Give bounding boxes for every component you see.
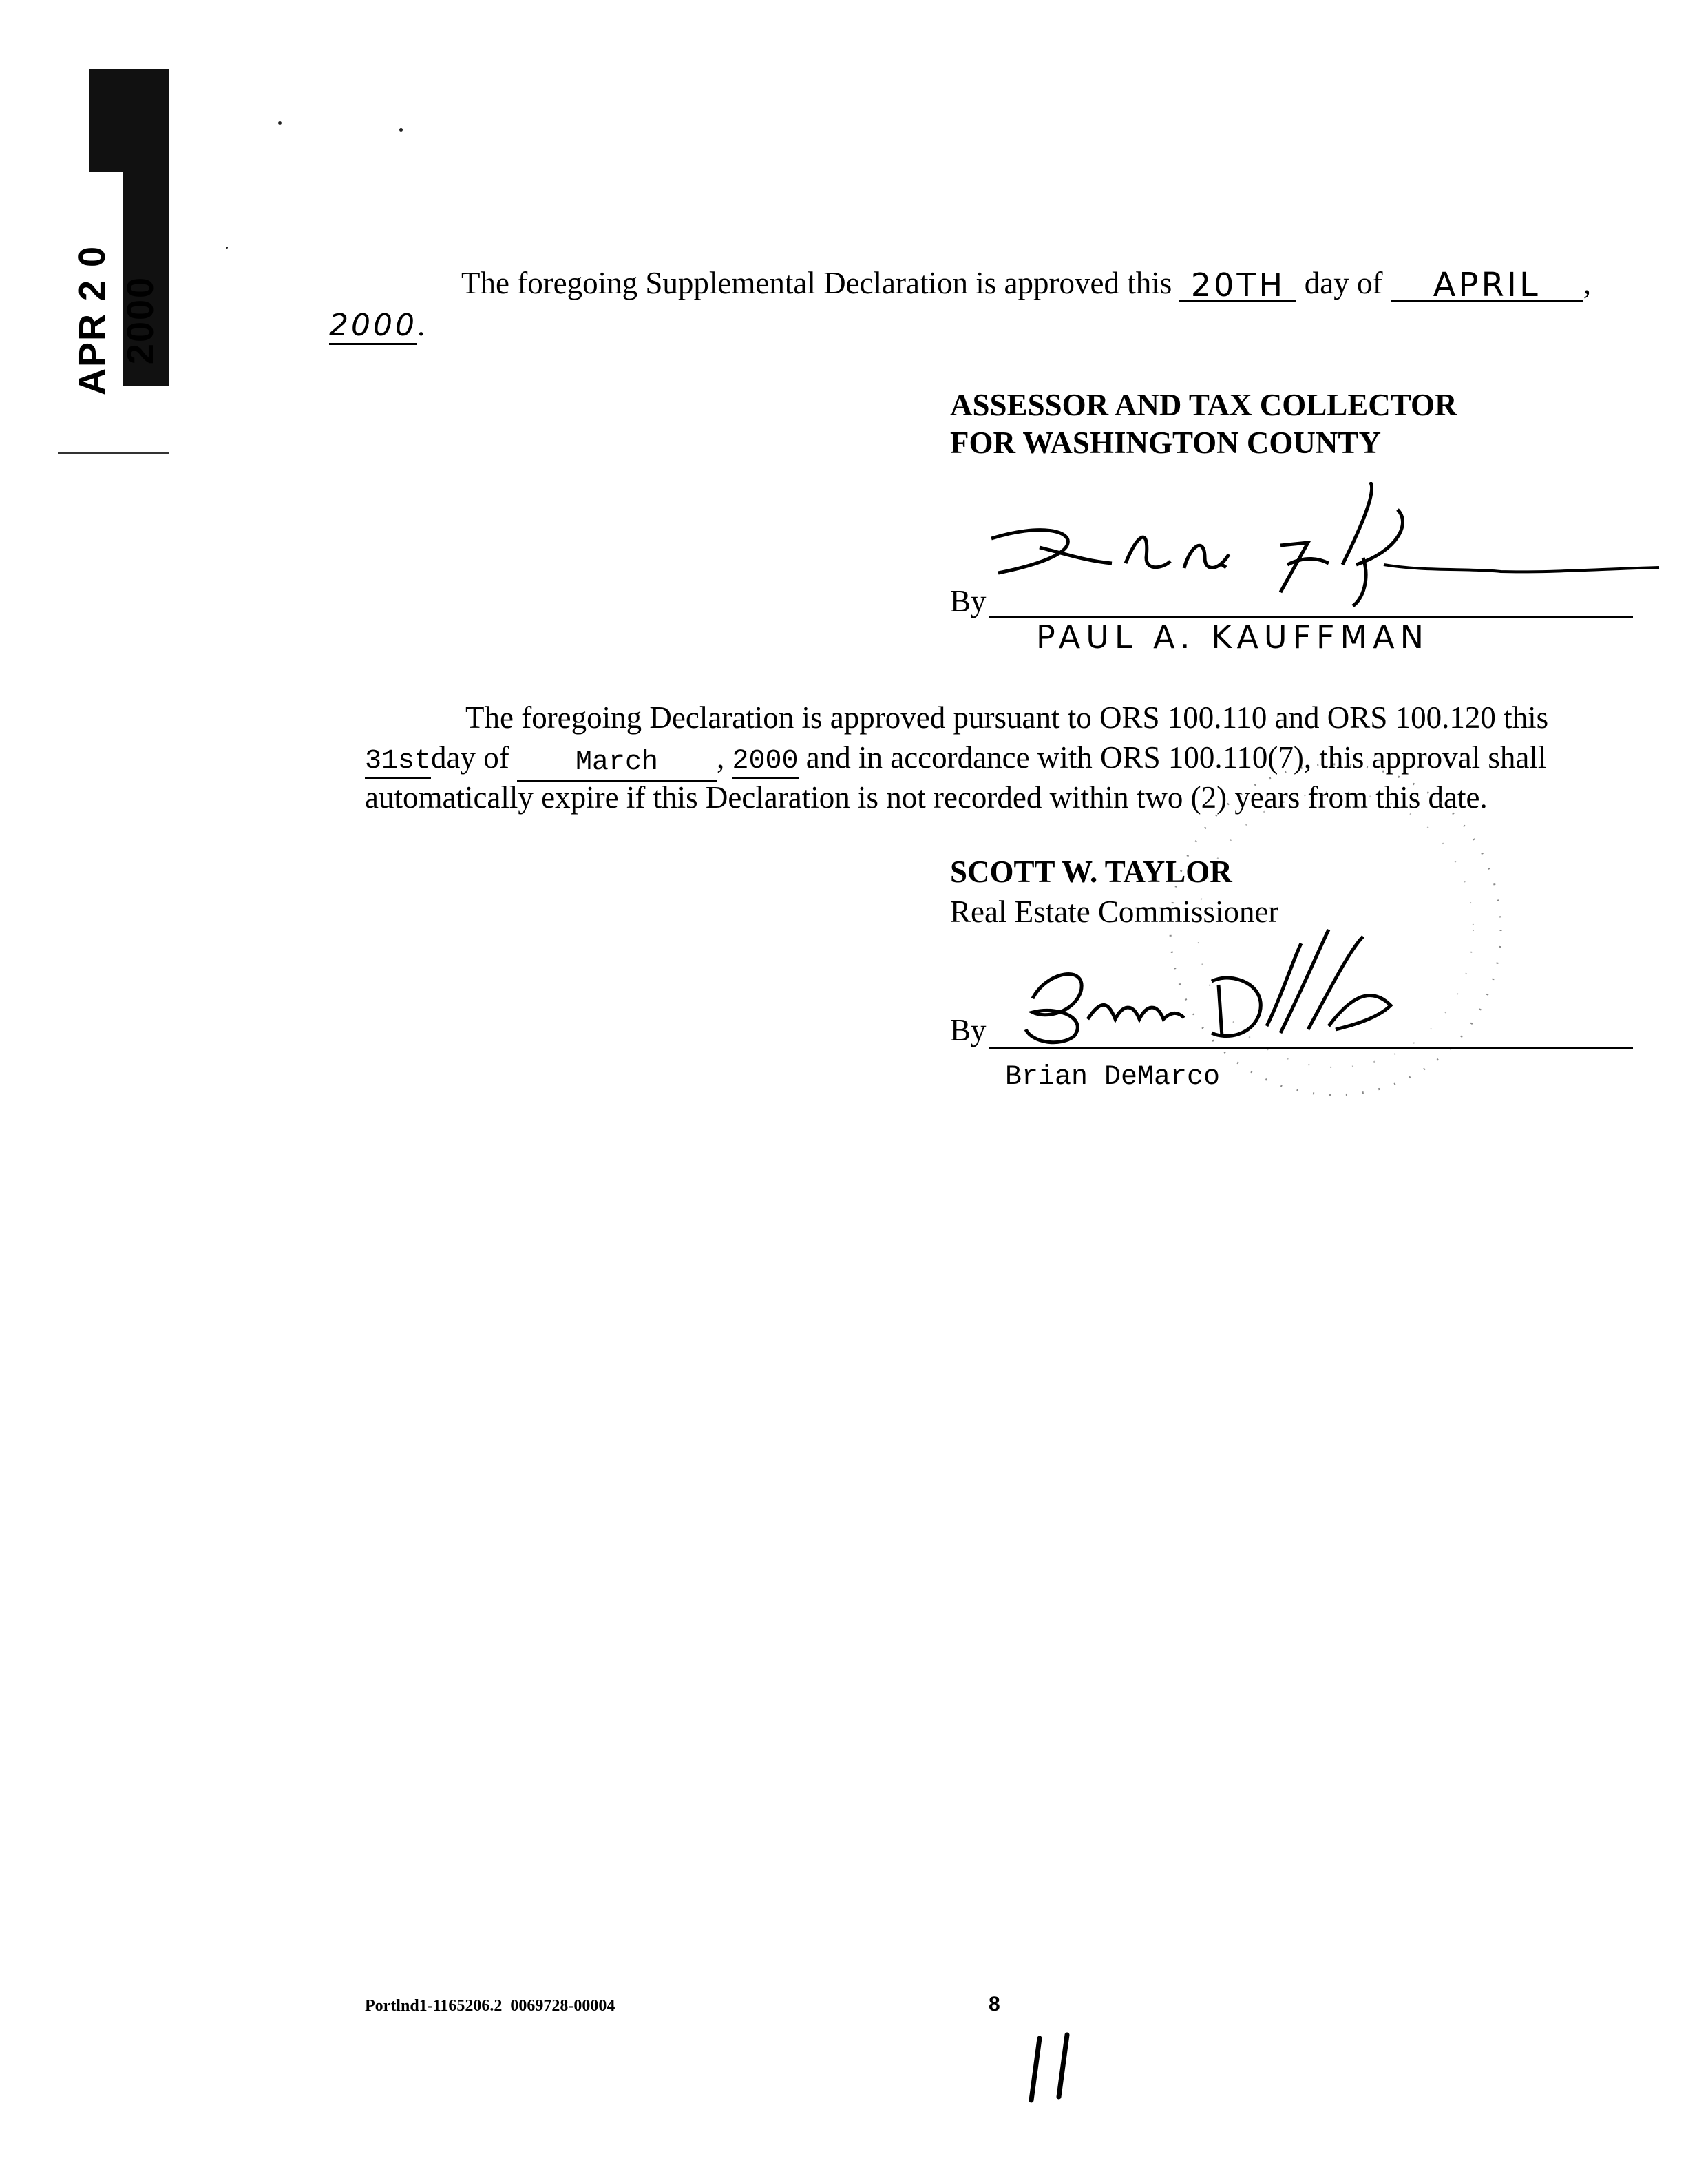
approval1-text: The foregoing Supplemental Declaration is approved this: [461, 266, 1172, 300]
approval2-month-value: March: [575, 747, 658, 778]
approval1-year-value: 2000: [329, 308, 417, 345]
approval1-comma: ,: [1583, 266, 1591, 300]
approval2-line2-rest: and in accordance with ORS 100.110(7), this approval shall: [805, 740, 1547, 775]
approval1-year: [329, 306, 425, 344]
received-stamp: [58, 69, 168, 396]
commissioner-signature: [1005, 916, 1459, 1067]
approval2-line1: The foregoing Declaration is approved pursuant to ORS 100.110 and ORS 100.120 this: [465, 700, 1549, 735]
approval1-day-field: [1179, 266, 1296, 302]
footer-doc-id: Portlnd1-1165206.2 0069728-00004: [365, 1997, 615, 2015]
footer-page-number: 8: [989, 1993, 1000, 2016]
stamp-date-text: APR 2 0 2000: [72, 244, 161, 396]
approval1-month-field: [1391, 266, 1583, 302]
approval2-year-value: 2000: [732, 746, 798, 779]
approval2-comma: ,: [716, 740, 725, 775]
scan-speck: [399, 128, 403, 132]
approval1-period: .: [417, 308, 425, 342]
approval2-day-of-text: day of: [431, 740, 509, 775]
commissioner-name: SCOTT W. TAYLOR: [950, 855, 1232, 889]
stamp-underline: [58, 452, 169, 454]
approval1-line1: [461, 264, 1591, 302]
assessor-printed-name: PAUL A. KAUFFMAN: [1036, 618, 1430, 656]
commissioner-by-label: By: [950, 1013, 987, 1047]
approval2-day-value: 31st: [365, 746, 431, 779]
assessor-by-label: By: [950, 584, 987, 618]
commissioner-typed-name: Brian DeMarco: [1005, 1062, 1221, 1093]
approval1-day-of-text: day of: [1304, 266, 1383, 300]
approval1-day-value: 20TH: [1190, 266, 1286, 304]
approval2-month-field: [517, 746, 717, 782]
footer-handwritten-mark: [1019, 2025, 1101, 2114]
approval1-month-value: APRIL: [1433, 266, 1541, 304]
approval2-line3: automatically expire if this Declaration is not recorded within two (2) years from this date.: [365, 780, 1488, 815]
commissioner-title: Real Estate Commissioner: [950, 895, 1279, 929]
assessor-title-line1: ASSESSOR AND TAX COLLECTOR: [950, 388, 1457, 422]
assessor-signature: [957, 482, 1666, 627]
commissioner-signature-line: [989, 1047, 1633, 1049]
scan-speck: [278, 121, 282, 125]
assessor-title-line2: FOR WASHINGTON COUNTY: [950, 426, 1381, 460]
scan-speck: [226, 247, 228, 249]
